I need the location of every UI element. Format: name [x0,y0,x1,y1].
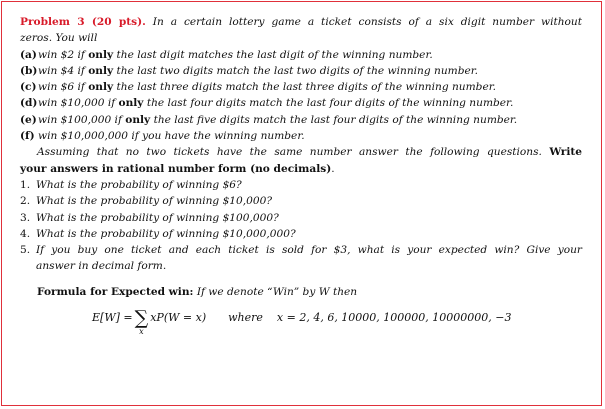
prize-text: win $4 if [38,64,85,77]
instructions-text: Assuming that no two tickets have the same number answer the following questions. [37,146,542,159]
question-text: What is the probability of winning $10,000,000? [36,227,296,240]
question-number: 2. [20,195,31,208]
question-text: What is the probability of winning $6? [36,178,242,191]
prize-text-rest: the last digit matches the last digit of the winning number. [116,48,433,61]
prize-label: (b) [20,64,38,77]
instructions-bold-2: your answers in rational number form (no decimals) [20,162,332,175]
question-item [20,242,582,275]
formula-description: If we denote “Win” by W then [196,285,358,298]
intro-text: In a certain lottery game a ticket consists of a six digit number without [152,16,582,28]
instructions-line-1 [20,144,582,160]
sigma-symbol: ∑ [134,307,149,330]
prize-text: win $100,000 if [38,113,122,126]
prize-text: win $6 if [38,81,85,94]
instructions-bold-1: Write [549,146,582,159]
question-text-line-2: answer in decimal form. [36,260,167,273]
question-number: 3. [20,211,31,224]
prize-text-rest: the last three digits match the last three digits of the winning number. [116,81,496,94]
equation-lhs: E[W] = [92,311,133,325]
question-item [20,210,582,226]
prize-text: win $10,000 if [38,97,116,110]
prize-text-rest: the last four digits match the last four digits of the winning number. [146,97,514,110]
prize-item [20,63,582,79]
prize-text: win $2 if [38,48,85,61]
equation-values: x = 2, 4, 6, 10000, 100000, 10000000, −3 [276,311,512,325]
intro-text-line-2: zeros. You will [20,32,98,45]
prize-text-rest: the last five digits match the last four digits of the winning number. [153,113,518,126]
formula-heading-line [20,284,582,300]
equation-where: where [228,311,263,325]
question-number: 1. [20,178,31,191]
prize-text: win $10,000,000 if you have the winning number. [38,130,305,143]
prize-label: (f) [20,130,35,143]
prize-item [20,79,582,95]
prize-keyword: only [118,97,144,110]
instructions-end: . [331,162,335,175]
instructions-line-2 [20,161,582,177]
prize-label: (e) [20,113,37,126]
problem-document [20,14,582,338]
prize-keyword: only [125,113,151,126]
formula-heading: Formula for Expected win: [37,285,194,298]
question-item [20,177,582,193]
question-list [20,177,582,275]
expected-value-equation [20,307,582,338]
sum-index: x [139,327,144,337]
prize-label: (c) [20,81,37,94]
prize-item [20,47,582,63]
question-text: What is the probability of winning $100,000? [36,211,279,224]
prize-label: (a) [20,48,37,61]
equation-rhs: xP(W = x) [150,311,207,325]
question-item [20,226,582,242]
question-number: 5. [20,244,31,257]
prize-keyword: only [88,64,114,77]
prize-list [20,47,582,145]
prize-keyword: only [88,48,114,61]
prize-text-rest: the last two digits match the last two digits of the winning number. [116,64,479,77]
question-text: If you buy one ticket and each ticket is sold for $3, what is your expected win? Give your [36,244,582,257]
prize-keyword: only [88,81,114,94]
question-text: What is the probability of winning $10,000? [36,195,273,208]
summation [134,307,149,338]
question-number: 4. [20,227,31,240]
question-item [20,193,582,209]
prize-label: (d) [20,97,38,110]
problem-intro-line-1 [20,14,582,30]
prize-item [20,112,582,128]
problem-heading: Problem 3 (20 pts). [20,16,146,28]
prize-item [20,95,582,111]
prize-item [20,128,582,144]
